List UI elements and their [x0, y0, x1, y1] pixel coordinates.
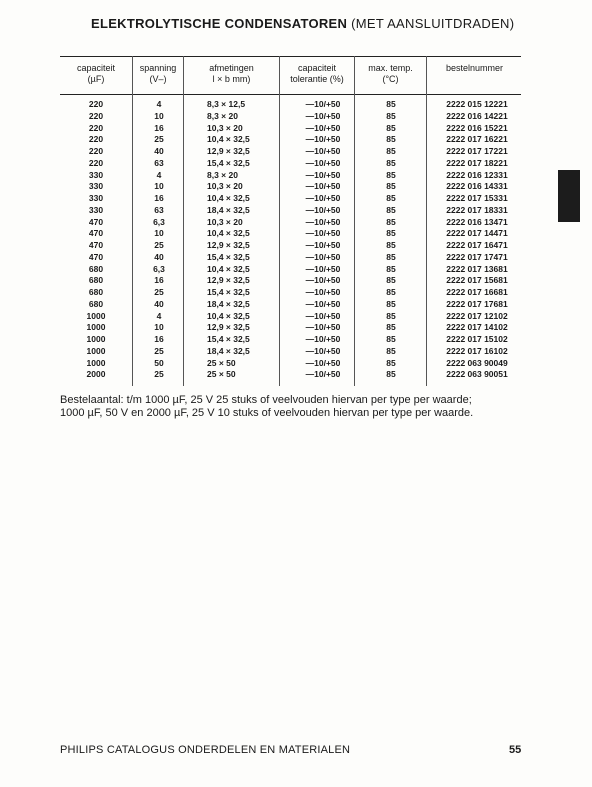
cell-dimensions: 18,4 × 32,5: [207, 345, 250, 356]
cell-voltage: 6,3: [153, 263, 165, 274]
cell-capacitance: 680: [88, 263, 104, 274]
cell-order-number: 2222 017 16102: [446, 345, 508, 356]
page-number: 55: [509, 744, 522, 756]
cell-voltage: 16: [154, 193, 164, 203]
cell-capacitance: 330: [88, 193, 104, 203]
cell-max-temp: 85: [386, 216, 396, 227]
table-row: [60, 311, 521, 323]
cell-dimensions: 15,4 × 32,5: [207, 334, 250, 344]
cell-dimensions: 15,4 × 32,5: [207, 287, 250, 297]
table-top-rule: [60, 56, 521, 57]
cell-max-temp: 85: [386, 169, 396, 180]
cell-dimensions: 25 × 50: [207, 369, 236, 380]
cell-max-temp: 85: [386, 193, 396, 203]
title-main: ELEKTROLYTISCHE CONDENSATOREN: [91, 16, 348, 31]
cell-voltage: 25: [154, 369, 164, 380]
cell-order-number: 2222 017 15102: [446, 334, 508, 344]
table-row: [60, 322, 521, 334]
cell-max-temp: 85: [386, 228, 396, 239]
cell-capacitance: 470: [88, 240, 104, 250]
cell-order-number: 2222 017 16471: [446, 240, 508, 250]
cell-voltage: 10: [154, 181, 164, 192]
cell-voltage: 25: [154, 134, 164, 145]
cell-capacitance: 220: [88, 110, 104, 121]
cell-capacitance: 1000: [86, 334, 106, 344]
table-row: [60, 99, 521, 111]
cell-voltage: 63: [154, 204, 164, 215]
cell-dimensions: 10,3 × 20: [207, 122, 243, 133]
cell-max-temp: 85: [386, 122, 396, 133]
cell-order-number: 2222 017 12102: [446, 310, 508, 321]
cell-voltage: 40: [154, 146, 164, 156]
table-row: [60, 158, 521, 170]
cell-tolerance: —10/+50: [305, 99, 341, 109]
cell-dimensions: 8,3 × 20: [207, 169, 238, 180]
cell-capacitance: 680: [88, 298, 104, 309]
cell-tolerance: —10/+50: [305, 251, 341, 262]
cell-tolerance: —10/+50: [305, 298, 341, 309]
cell-order-number: 2222 017 16221: [446, 134, 508, 145]
cell-order-number: 2222 017 15331: [446, 193, 508, 203]
cell-dimensions: 18,4 × 32,5: [207, 204, 250, 215]
table-row: [60, 252, 521, 264]
cell-dimensions: 10,3 × 20: [207, 181, 243, 192]
cell-capacitance: 220: [88, 99, 104, 109]
cell-dimensions: 12,9 × 32,5: [207, 275, 250, 286]
header-bestelnummer: bestelnummer: [445, 63, 504, 73]
cell-dimensions: 10,4 × 32,5: [207, 310, 250, 321]
cell-dimensions: 10,4 × 32,5: [207, 228, 250, 239]
cell-capacitance: 470: [88, 251, 104, 262]
cell-voltage: 40: [154, 298, 164, 309]
table-row: [60, 346, 521, 358]
cell-voltage: 40: [154, 251, 164, 262]
cell-order-number: 2222 017 14471: [446, 228, 508, 239]
table-row: [60, 111, 521, 123]
table-row: [60, 193, 521, 205]
cell-max-temp: 85: [386, 99, 396, 109]
section-tab-marker: [558, 170, 580, 222]
cell-max-temp: 85: [386, 310, 396, 321]
catalog-footer: PHILIPS CATALOGUS ONDERDELEN EN MATERIALEN: [60, 744, 351, 756]
cell-max-temp: 85: [386, 181, 396, 192]
cell-order-number: 2222 016 14331: [446, 181, 508, 192]
cell-tolerance: —10/+50: [305, 263, 341, 274]
cell-tolerance: —10/+50: [305, 240, 341, 250]
cell-capacitance: 1000: [86, 322, 106, 333]
cell-order-number: 2222 016 12331: [446, 169, 508, 180]
cell-order-number: 2222 017 17681: [446, 298, 508, 309]
cell-order-number: 2222 017 13681: [446, 263, 508, 274]
table-row: [60, 275, 521, 287]
table-row: [60, 264, 521, 276]
cell-order-number: 2222 017 17221: [446, 146, 508, 156]
cell-tolerance: —10/+50: [305, 169, 341, 180]
cell-tolerance: —10/+50: [305, 134, 341, 145]
cell-order-number: 2222 016 13471: [446, 216, 508, 227]
cell-max-temp: 85: [386, 110, 396, 121]
cell-capacitance: 330: [88, 204, 104, 215]
table-row: [60, 181, 521, 193]
table-row: [60, 369, 521, 381]
cell-capacitance: 220: [88, 134, 104, 145]
cell-dimensions: 12,9 × 32,5: [207, 146, 250, 156]
cell-tolerance: —10/+50: [305, 193, 341, 203]
cell-tolerance: —10/+50: [305, 345, 341, 356]
cell-order-number: 2222 016 14221: [446, 110, 508, 121]
cell-capacitance: 2000: [86, 369, 106, 380]
cell-tolerance: —10/+50: [305, 228, 341, 239]
cell-dimensions: 12,9 × 32,5: [207, 322, 250, 333]
cell-max-temp: 85: [386, 157, 396, 168]
cell-tolerance: —10/+50: [305, 204, 341, 215]
cell-voltage: 4: [156, 169, 162, 180]
cell-max-temp: 85: [386, 134, 396, 145]
cell-order-number: 2222 063 90049: [446, 357, 508, 368]
cell-capacitance: 680: [88, 287, 104, 297]
cell-max-temp: 85: [386, 298, 396, 309]
cell-order-number: 2222 017 18331: [446, 204, 508, 215]
cell-dimensions: 10,4 × 32,5: [207, 134, 250, 145]
cell-capacitance: 220: [88, 157, 104, 168]
cell-tolerance: —10/+50: [305, 322, 341, 333]
cell-tolerance: —10/+50: [305, 334, 341, 344]
cell-voltage: 4: [156, 99, 162, 109]
cell-order-number: 2222 063 90051: [446, 369, 508, 380]
cell-dimensions: 15,4 × 32,5: [207, 157, 250, 168]
cell-voltage: 25: [154, 240, 164, 250]
table-row: [60, 217, 521, 229]
table-row: [60, 334, 521, 346]
cell-order-number: 2222 015 12221: [446, 99, 508, 109]
cell-tolerance: —10/+50: [305, 110, 341, 121]
header-max-temp: max. temp. (°C): [368, 63, 413, 84]
cell-capacitance: 680: [88, 275, 104, 286]
title-sub: (MET AANSLUITDRADEN): [351, 16, 515, 31]
table-row: [60, 358, 521, 370]
cell-order-number: 2222 017 15681: [446, 275, 508, 286]
cell-max-temp: 85: [386, 251, 396, 262]
cell-order-number: 2222 017 18221: [446, 157, 508, 168]
cell-capacitance: 330: [88, 169, 104, 180]
cell-tolerance: —10/+50: [305, 181, 341, 192]
cell-dimensions: 18,4 × 32,5: [207, 298, 250, 309]
cell-tolerance: —10/+50: [305, 146, 341, 156]
cell-capacitance: 330: [88, 181, 104, 192]
cell-max-temp: 85: [386, 275, 396, 286]
cell-dimensions: 15,4 × 32,5: [207, 251, 250, 262]
table-row: [60, 123, 521, 135]
cell-max-temp: 85: [386, 146, 396, 156]
header-spanning: spanning (V–): [139, 63, 177, 84]
cell-max-temp: 85: [386, 204, 396, 215]
cell-order-number: 2222 016 15221: [446, 122, 508, 133]
cell-voltage: 25: [154, 287, 164, 297]
cell-max-temp: 85: [386, 287, 396, 297]
cell-voltage: 16: [154, 275, 164, 286]
cell-max-temp: 85: [386, 240, 396, 250]
cell-max-temp: 85: [386, 369, 396, 380]
cell-voltage: 10: [154, 228, 164, 239]
cell-tolerance: —10/+50: [305, 287, 341, 297]
cell-max-temp: 85: [386, 322, 396, 333]
table-body: [60, 99, 521, 381]
table-row: [60, 134, 521, 146]
cell-voltage: 16: [154, 334, 164, 344]
table-header-rule: [60, 94, 521, 95]
table-row: [60, 240, 521, 252]
cell-voltage: 10: [154, 110, 164, 121]
cell-dimensions: 10,3 × 20: [207, 216, 243, 227]
table-row: [60, 170, 521, 182]
cell-tolerance: —10/+50: [305, 369, 341, 380]
cell-dimensions: 10,4 × 32,5: [207, 263, 250, 274]
cell-capacitance: 220: [88, 146, 104, 156]
cell-voltage: 63: [154, 157, 164, 168]
cell-order-number: 2222 017 14102: [446, 322, 508, 333]
table-row: [60, 228, 521, 240]
header-afmetingen: afmetingen l × b mm): [209, 63, 254, 84]
cell-capacitance: 1000: [86, 345, 106, 356]
table-row: [60, 287, 521, 299]
cell-capacitance: 1000: [86, 357, 106, 368]
cell-tolerance: —10/+50: [305, 122, 341, 133]
cell-order-number: 2222 017 16681: [446, 287, 508, 297]
cell-voltage: 4: [156, 310, 162, 321]
cell-dimensions: 8,3 × 20: [207, 110, 238, 121]
table-row: [60, 299, 521, 311]
cell-voltage: 50: [154, 357, 164, 368]
page-title: [91, 16, 531, 31]
table-row: [60, 146, 521, 158]
cell-dimensions: 12,9 × 32,5: [207, 240, 250, 250]
header-capaciteit: capaciteit (µF): [76, 63, 116, 84]
cell-capacitance: 470: [88, 228, 104, 239]
order-note: Bestelaantal: t/m 1000 µF, 25 V 25 stuks of veelvouden hiervan per type per waarde; 1000 µF, 50 V en 2000 µF, 25 V 10 stuks of veelvouden hiervan per type per waarde.: [60, 394, 474, 419]
cell-capacitance: 220: [88, 122, 104, 133]
cell-order-number: 2222 017 17471: [446, 251, 508, 262]
cell-max-temp: 85: [386, 334, 396, 344]
table-row: [60, 205, 521, 217]
cell-voltage: 16: [154, 122, 164, 133]
cell-voltage: 6,3: [153, 216, 165, 227]
cell-max-temp: 85: [386, 357, 396, 368]
cell-dimensions: 8,3 × 12,5: [207, 99, 246, 109]
cell-capacitance: 470: [88, 216, 104, 227]
cell-voltage: 25: [154, 345, 164, 356]
cell-max-temp: 85: [386, 345, 396, 356]
header-tolerantie: capaciteit tolerantie (%): [290, 63, 344, 84]
cell-tolerance: —10/+50: [305, 357, 341, 368]
cell-dimensions: 10,4 × 32,5: [207, 193, 250, 203]
cell-tolerance: —10/+50: [305, 275, 341, 286]
cell-dimensions: 25 × 50: [207, 357, 236, 368]
cell-max-temp: 85: [386, 263, 396, 274]
cell-tolerance: —10/+50: [305, 310, 341, 321]
cell-capacitance: 1000: [86, 310, 106, 321]
cell-tolerance: —10/+50: [305, 157, 341, 168]
cell-tolerance: —10/+50: [305, 216, 341, 227]
cell-voltage: 10: [154, 322, 164, 333]
